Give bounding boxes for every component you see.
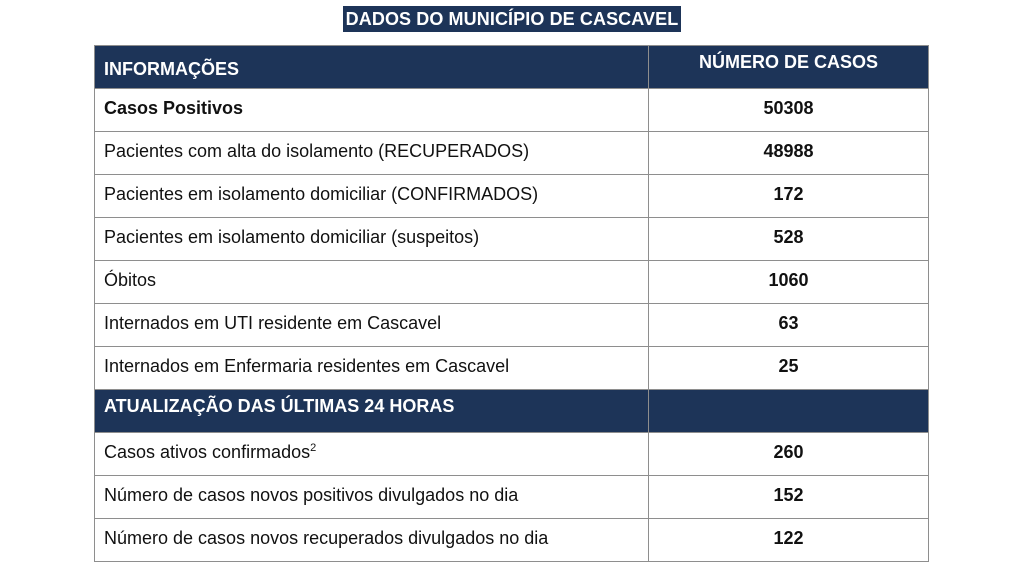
section-header-row — [95, 390, 929, 433]
row-label: Número de casos novos recuperados divulgados no dia — [95, 519, 649, 562]
row-value: 48988 — [649, 132, 929, 175]
table-row — [95, 218, 929, 261]
table-header-row — [95, 46, 929, 89]
row-label — [95, 433, 649, 476]
table-row — [95, 476, 929, 519]
row-value: 63 — [649, 304, 929, 347]
row-label: Pacientes com alta do isolamento (RECUPERADOS) — [95, 132, 649, 175]
header-numero-de-casos: NÚMERO DE CASOS — [649, 46, 929, 89]
row-value: 152 — [649, 476, 929, 519]
table-row — [95, 304, 929, 347]
table-row — [95, 261, 929, 304]
table-row — [95, 433, 929, 476]
cases-table — [94, 45, 929, 562]
table-row — [95, 89, 929, 132]
table-row — [95, 519, 929, 562]
header-informacoes: INFORMAÇÕES — [95, 46, 649, 89]
footnote-marker: 2 — [310, 442, 317, 454]
row-value: 122 — [649, 519, 929, 562]
table-row — [95, 132, 929, 175]
row-value: 172 — [649, 175, 929, 218]
title-wrapper — [0, 6, 1024, 32]
page-title: DADOS DO MUNICÍPIO DE CASCAVEL — [343, 6, 682, 32]
row-label-text: Casos ativos confirmados — [104, 442, 311, 462]
section-header-24h: ATUALIZAÇÃO DAS ÚLTIMAS 24 HORAS — [95, 390, 649, 433]
row-value: 528 — [649, 218, 929, 261]
section-header-empty — [649, 390, 929, 433]
row-label: Óbitos — [95, 261, 649, 304]
row-value: 1060 — [649, 261, 929, 304]
row-value: 25 — [649, 347, 929, 390]
row-label: Pacientes em isolamento domiciliar (suspeitos) — [95, 218, 649, 261]
row-label: Pacientes em isolamento domiciliar (CONFIRMADOS) — [95, 175, 649, 218]
table-row — [95, 347, 929, 390]
row-value: 260 — [649, 433, 929, 476]
row-value: 50308 — [649, 89, 929, 132]
row-label: Internados em Enfermaria residentes em Cascavel — [95, 347, 649, 390]
table-row — [95, 175, 929, 218]
row-label: Número de casos novos positivos divulgados no dia — [95, 476, 649, 519]
row-label: Internados em UTI residente em Cascavel — [95, 304, 649, 347]
row-label: Casos Positivos — [95, 89, 649, 132]
